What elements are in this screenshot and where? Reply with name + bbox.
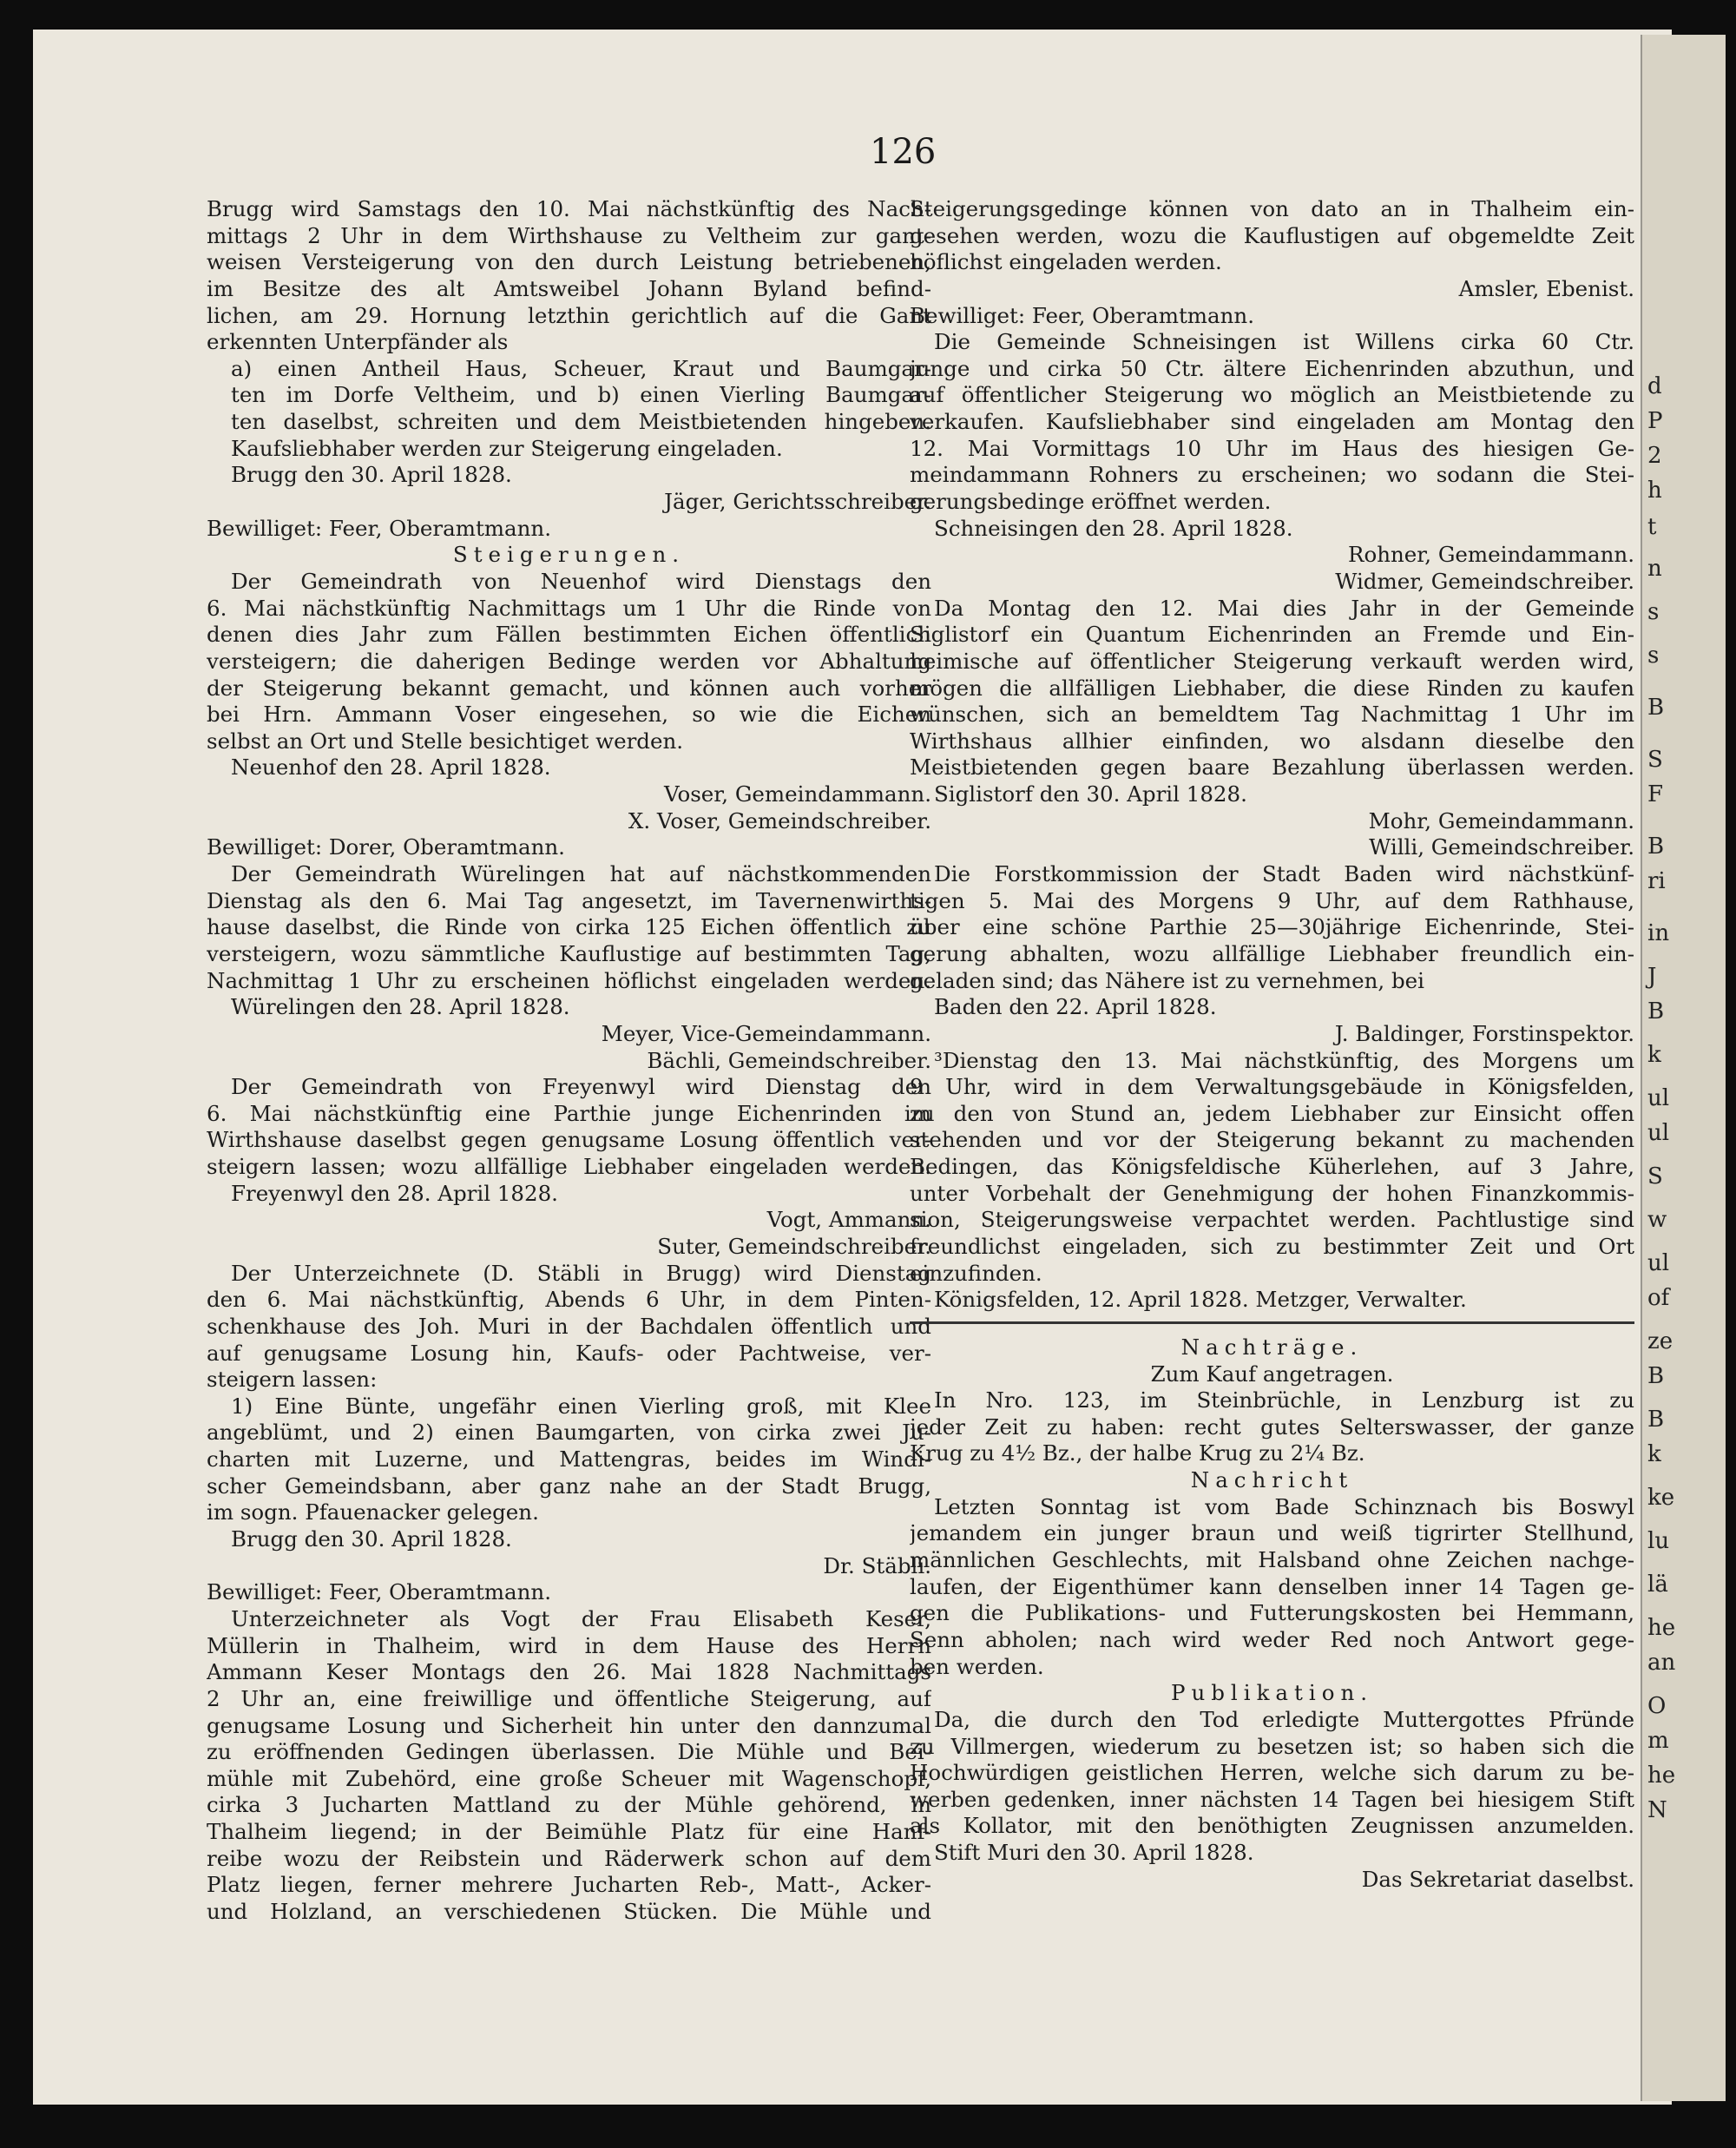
neighbor-fragment: in	[1647, 920, 1670, 946]
text-line: ben werden.	[910, 1653, 1044, 1679]
text-line: laufen, der Eigenthümer kann denselben inner 14 Tagen ge-	[910, 1573, 1634, 1599]
text-line: 1) Eine Bünte, ungefähr einen Vierling groß, mit Klee	[231, 1393, 931, 1419]
text-line: charten mit Luzerne, und Mattengras, beides im Windi-	[207, 1446, 931, 1473]
text-line: Baden den 22. April 1828.	[934, 994, 1217, 1020]
text-line: Kaufsliebhaber werden zur Steigerung eingeladen.	[231, 435, 783, 461]
text-line: gen die Publikations- und Futterungskosten bei Hemmann,	[910, 1600, 1634, 1626]
text-line: Neuenhof den 28. April 1828.	[231, 754, 551, 781]
neighbor-fragment: 2	[1647, 443, 1662, 469]
text-line: Senn abholen; nach wird weder Red noch Antwort gege-	[910, 1626, 1634, 1652]
text-line: mühle mit Zubehörd, eine große Scheuer mit Wagenschopf,	[207, 1765, 931, 1791]
text-line: Willi, Gemeindschreiber.	[1369, 834, 1634, 860]
text-line: der Steigerung bekannt gemacht, und können auch vorher	[207, 675, 931, 701]
text-line: X. Voser, Gemeindschreiber.	[628, 807, 931, 834]
text-line: im Besitze des alt Amtsweibel Johann Byland befind-	[207, 275, 931, 301]
text-line: zu eröffnenden Gedingen überlassen. Die Mühle und Bei-	[207, 1739, 931, 1765]
neighbor-fragment: B	[1647, 834, 1665, 860]
section-heading: Nachricht	[1190, 1467, 1354, 1493]
text-line: Der Unterzeichnete (D. Stäbli in Brugg) wird Dienstag	[231, 1260, 931, 1286]
text-line: im sogn. Pfauenacker gelegen.	[207, 1499, 539, 1525]
neighbor-fragment: B	[1647, 1363, 1665, 1389]
text-line: ten daselbst, schreiten und dem Meistbietenden hingeben.	[231, 409, 931, 435]
text-line: Wirthshaus allhier einfinden, wo alsdann dieselbe den	[910, 728, 1634, 754]
text-line: Da Montag den 12. Mai dies Jahr in der Gemeinde	[934, 595, 1634, 621]
text-line: Freyenwyl den 28. April 1828.	[231, 1180, 558, 1206]
text-line: 12. Mai Vormittags 10 Uhr im Haus des hiesigen Ge-	[910, 435, 1634, 461]
text-line: Das Sekretariat daselbst.	[1361, 1866, 1634, 1892]
text-line: Ammann Keser Montags den 26. Mai 1828 Nachmittags	[207, 1659, 931, 1685]
text-line: Würelingen den 28. April 1828.	[231, 994, 570, 1020]
text-line: auf öffentlicher Steigerung wo möglich an Meistbietende zu	[910, 382, 1634, 408]
text-line: gesehen werden, wozu die Kauflustigen auf obgemeldte Zeit	[910, 222, 1634, 248]
text-line: Brugg wird Samstags den 10. Mai nächstkünftig des Nach-	[207, 196, 931, 221]
neighbor-fragment: k	[1647, 1042, 1661, 1068]
text-line: Wirthshause daselbst gegen genugsame Losung öffentlich ver-	[207, 1127, 931, 1153]
text-line: sion, Steigerungsweise verpachtet werden. Pachtlustige sind	[910, 1207, 1634, 1233]
text-line: Brugg den 30. April 1828.	[231, 462, 512, 488]
neighbor-fragment: B	[1647, 695, 1665, 721]
neighbor-fragment: lä	[1647, 1571, 1668, 1598]
section-heading: Steigerungen.	[452, 542, 686, 568]
text-line: Jäger, Gerichtsschreiber.	[664, 489, 931, 515]
text-line: erkennten Unterpfänder als	[207, 329, 509, 355]
text-line: Meistbietenden gegen baare Bezahlung überlassen werden.	[910, 754, 1634, 781]
text-line: unter Vorbehalt der Genehmigung der hohen Finanzkommis-	[910, 1180, 1634, 1206]
neighbor-fragment: J	[1647, 964, 1657, 990]
neighbor-fragment: lu	[1647, 1528, 1670, 1554]
neighbor-fragment: n	[1647, 556, 1662, 582]
text-line: stehenden und vor der Steigerung bekannt zu machenden	[910, 1127, 1634, 1153]
neighbor-fragment: ul	[1647, 1085, 1670, 1111]
text-line: ³Dienstag den 13. Mai nächstkünftig, des Morgens um	[934, 1047, 1634, 1073]
text-line: genugsame Losung und Sicherheit hin unter den dannzumal	[207, 1712, 931, 1738]
text-line: Der Gemeindrath Würelingen hat auf nächstkommenden	[231, 861, 931, 887]
neighbor-fragment: s	[1647, 599, 1660, 625]
text-line: Da, die durch den Tod erledigte Muttergottes Pfründe	[934, 1706, 1634, 1732]
text-line: Bewilliget: Feer, Oberamtmann.	[910, 302, 1254, 328]
neighbor-fragment: of	[1647, 1285, 1670, 1311]
text-line: steigern lassen; wozu allfällige Liebhaber eingeladen werden.	[207, 1154, 931, 1180]
left-column	[207, 196, 931, 1926]
text-line: denen dies Jahr zum Fällen bestimmten Eichen öffentlich	[207, 622, 931, 648]
text-line: junge und cirka 50 Ctr. ältere Eichenrinden abzuthun, und	[910, 355, 1634, 381]
text-line: Schneisingen den 28. April 1828.	[934, 515, 1293, 541]
text-line: einzufinden.	[910, 1260, 1042, 1286]
adjacent-page-edge	[1641, 35, 1726, 2101]
text-line: scher Gemeindsbann, aber ganz nahe an der Stadt Brugg,	[207, 1473, 931, 1499]
text-line: Rohner, Gemeindammann.	[1348, 542, 1634, 568]
text-line: Siglistorf den 30. April 1828.	[934, 781, 1247, 807]
neighbor-fragment: ul	[1647, 1120, 1670, 1146]
text-line: Amsler, Ebenist.	[1458, 275, 1634, 301]
text-line: Dr. Stäbli.	[823, 1552, 931, 1578]
text-line: 6. Mai nächstkünftig Nachmittags um 1 Uhr die Rinde von	[207, 595, 931, 621]
text-line: höflichst eingeladen werden.	[910, 249, 1222, 275]
neighbor-fragment: ke	[1647, 1485, 1675, 1511]
text-line: Brugg den 30. April 1828.	[231, 1526, 512, 1552]
text-line: meindammann Rohners zu erscheinen; wo sodann die Stei-	[910, 462, 1634, 488]
text-line: Platz liegen, ferner mehrere Jucharten Reb-, Matt-, Acker-	[207, 1872, 931, 1898]
text-line: schenkhause des Joh. Muri in der Bachdalen öffentlich und	[207, 1313, 931, 1339]
text-line: Bewilliget: Feer, Oberamtmann.	[207, 1579, 551, 1605]
text-line: jemandem ein junger braun und weiß tigrirter Stellhund,	[910, 1520, 1634, 1546]
section-heading: Nachträge.	[1180, 1334, 1364, 1360]
text-line: versteigern; die daherigen Bedinge werden vor Abhaltung	[207, 648, 931, 674]
section-heading: Publikation.	[1170, 1680, 1374, 1706]
neighbor-fragment: ri	[1647, 868, 1666, 894]
text-line: a) einen Antheil Haus, Scheuer, Kraut und Baumgar-	[231, 355, 931, 381]
neighbor-fragment: P	[1647, 408, 1663, 434]
text-line: Bewilliget: Feer, Oberamtmann.	[207, 515, 551, 541]
text-line: Hochwürdigen geistlichen Herren, welche sich darum zu be-	[910, 1760, 1634, 1786]
text-line: In Nro. 123, im Steinbrüchle, in Lenzburg ist zu	[934, 1387, 1634, 1413]
text-line: Mohr, Gemeindammann.	[1368, 807, 1634, 834]
text-line: Bächli, Gemeindschreiber.	[647, 1047, 931, 1073]
neighbor-fragment: s	[1647, 642, 1660, 669]
text-line: Der Gemeindrath von Neuenhof wird Dienstags den	[231, 568, 931, 594]
neighbor-fragment: B	[1647, 1407, 1665, 1433]
neighbor-fragment: h	[1647, 478, 1662, 504]
text-line: freundlichst eingeladen, sich zu bestimmter Zeit und Ort	[910, 1233, 1634, 1259]
neighbor-fragment: m	[1647, 1728, 1669, 1754]
newspaper-page	[33, 30, 1675, 2105]
text-line: weisen Versteigerung von den durch Leistung betriebenen,	[207, 249, 931, 275]
neighbor-fragment: S	[1647, 1163, 1663, 1189]
text-line: zu den von Stund an, jedem Liebhaber zur Einsicht offen	[910, 1100, 1634, 1126]
text-line: auf genugsame Losung hin, Kaufs- oder Pachtweise, ver-	[207, 1340, 931, 1366]
text-line: mittags 2 Uhr in dem Wirthshause zu Veltheim zur gant-	[207, 222, 931, 248]
neighbor-fragment: he	[1647, 1615, 1676, 1641]
text-line: Unterzeichneter als Vogt der Frau Elisabeth Keser,	[231, 1605, 931, 1631]
text-line: geladen sind; das Nähere ist zu vernehmen, bei	[910, 967, 1424, 993]
text-line: den 6. Mai nächstkünftig, Abends 6 Uhr, in dem Pinten-	[207, 1287, 931, 1313]
text-line: Dienstag als den 6. Mai Tag angesetzt, im Tavernenwirths-	[207, 887, 931, 913]
text-line: verkaufen. Kaufsliebhaber sind eingeladen am Montag den	[910, 409, 1634, 435]
neighbor-fragment: d	[1647, 373, 1662, 399]
text-line: Bedingen, das Königsfeldische Küherlehen, auf 3 Jahre,	[910, 1154, 1634, 1180]
neighbor-fragment: F	[1647, 781, 1664, 807]
text-line: zu Villmergen, wiederum zu besetzen ist; so haben sich die	[910, 1733, 1634, 1759]
text-line: gerungsbedinge eröffnet werden.	[910, 489, 1272, 515]
text-line: mögen die allfälligen Liebhaber, die diese Rinden zu kaufen	[910, 675, 1634, 701]
text-line: ten im Dorfe Veltheim, und b) einen Vierling Baumgar-	[231, 382, 931, 408]
neighbor-fragment: O	[1647, 1693, 1667, 1719]
text-line: lichen, am 29. Hornung letzthin gerichtlich auf die Gant	[207, 302, 931, 328]
text-line: Vogt, Ammann.	[766, 1207, 931, 1233]
text-line: Krug zu 4½ Bz., der halbe Krug zu 2¼ Bz.	[910, 1440, 1365, 1466]
text-line: J. Baldinger, Forstinspektor.	[1334, 1020, 1634, 1046]
text-line: Zum Kauf angetragen.	[1150, 1361, 1394, 1387]
text-line: 9 Uhr, wird in dem Verwaltungsgebäude in Königsfelden,	[910, 1074, 1634, 1100]
text-line: Siglistorf ein Quantum Eichenrinden an Fremde und Ein-	[910, 622, 1634, 648]
text-line: Suter, Gemeindschreiber.	[657, 1233, 931, 1259]
text-line: Thalheim liegend; in der Beimühle Platz für eine Hanf-	[207, 1819, 931, 1845]
text-line: cirka 3 Jucharten Mattland zu der Mühle gehörend, in	[207, 1792, 931, 1818]
text-line: und Holzland, an verschiedenen Stücken. Die Mühle und	[207, 1899, 931, 1924]
neighbor-fragment: ze	[1647, 1328, 1674, 1354]
text-line: reibe wozu der Reibstein und Räderwerk schon auf dem	[207, 1845, 931, 1871]
text-line: Stift Muri den 30. April 1828.	[934, 1840, 1254, 1866]
text-line: angeblümt, und 2) einen Baumgarten, von cirka zwei Ju-	[207, 1420, 931, 1446]
neighbor-fragment: N	[1647, 1797, 1667, 1823]
text-line: Voser, Gemeindammann.	[664, 781, 931, 807]
text-line: Der Gemeindrath von Freyenwyl wird Dienstag den	[231, 1074, 931, 1100]
text-line: Letzten Sonntag ist vom Bade Schinznach bis Boswyl	[934, 1493, 1634, 1519]
text-line: gerung abhalten, wozu allfällige Liebhaber freundlich ein-	[910, 940, 1634, 966]
text-line: Nachmittag 1 Uhr zu erscheinen höflichst eingeladen werden.	[207, 967, 931, 993]
text-line: 6. Mai nächstkünftig eine Parthie junge Eichenrinden im	[207, 1100, 931, 1126]
right-column	[910, 196, 1634, 1893]
text-line: jeder Zeit zu haben: recht gutes Selterswasser, der ganze	[910, 1413, 1634, 1440]
text-line: Die Gemeinde Schneisingen ist Willens cirka 60 Ctr.	[934, 329, 1634, 355]
text-line: steigern lassen:	[207, 1367, 378, 1393]
text-line: Meyer, Vice-Gemeindammann.	[601, 1020, 931, 1046]
text-line: als Kollator, mit den benöthigten Zeugnissen anzumelden.	[910, 1813, 1634, 1839]
text-line: 2 Uhr an, eine freiwillige und öffentliche Steigerung, auf	[207, 1685, 931, 1711]
section-divider	[910, 1321, 1634, 1324]
neighbor-fragment: k	[1647, 1441, 1661, 1467]
neighbor-fragment: t	[1647, 514, 1657, 540]
neighbor-fragment: ul	[1647, 1250, 1670, 1276]
text-line: Müllerin in Thalheim, wird in dem Hause des Herrn	[207, 1632, 931, 1658]
text-line: bei Hrn. Ammann Voser eingesehen, so wie die Eichen	[207, 702, 931, 728]
text-line: selbst an Ort und Stelle besichtiget werden.	[207, 728, 684, 754]
neighbor-fragment: S	[1647, 747, 1663, 773]
neighbor-fragment: an	[1647, 1650, 1676, 1676]
text-line: versteigern, wozu sämmtliche Kauflustige auf bestimmten Tag,	[207, 940, 931, 966]
neighbor-fragment: he	[1647, 1763, 1676, 1789]
text-line: tigen 5. Mai des Morgens 9 Uhr, auf dem Rathhause,	[910, 887, 1634, 913]
text-line: Steigerungsgedinge können von dato an in Thalheim ein-	[910, 196, 1634, 221]
neighbor-fragment: w	[1647, 1207, 1667, 1233]
page-number: 126	[870, 132, 937, 172]
text-line: männlichen Geschlechts, mit Halsband ohne Zeichen nachge-	[910, 1547, 1634, 1573]
text-line: Königsfelden, 12. April 1828. Metzger, Verwalter.	[934, 1287, 1467, 1313]
text-line: Bewilliget: Dorer, Oberamtmann.	[207, 834, 565, 860]
text-line: über eine schöne Parthie 25—30jährige Eichenrinde, Stei-	[910, 914, 1634, 940]
text-line: Die Forstkommission der Stadt Baden wird nächstkünf-	[934, 861, 1634, 887]
text-line: heimische auf öffentlicher Steigerung verkauft werden wird,	[910, 648, 1634, 674]
neighbor-fragment: B	[1647, 998, 1665, 1025]
text-line: wünschen, sich an bemeldtem Tag Nachmittag 1 Uhr im	[910, 702, 1634, 728]
text-line: Widmer, Gemeindschreiber.	[1335, 568, 1634, 594]
text-line: hause daselbst, die Rinde von cirka 125 Eichen öffentlich zu	[207, 914, 931, 940]
text-line: werben gedenken, inner nächsten 14 Tagen bei hiesigem Stift	[910, 1786, 1634, 1812]
